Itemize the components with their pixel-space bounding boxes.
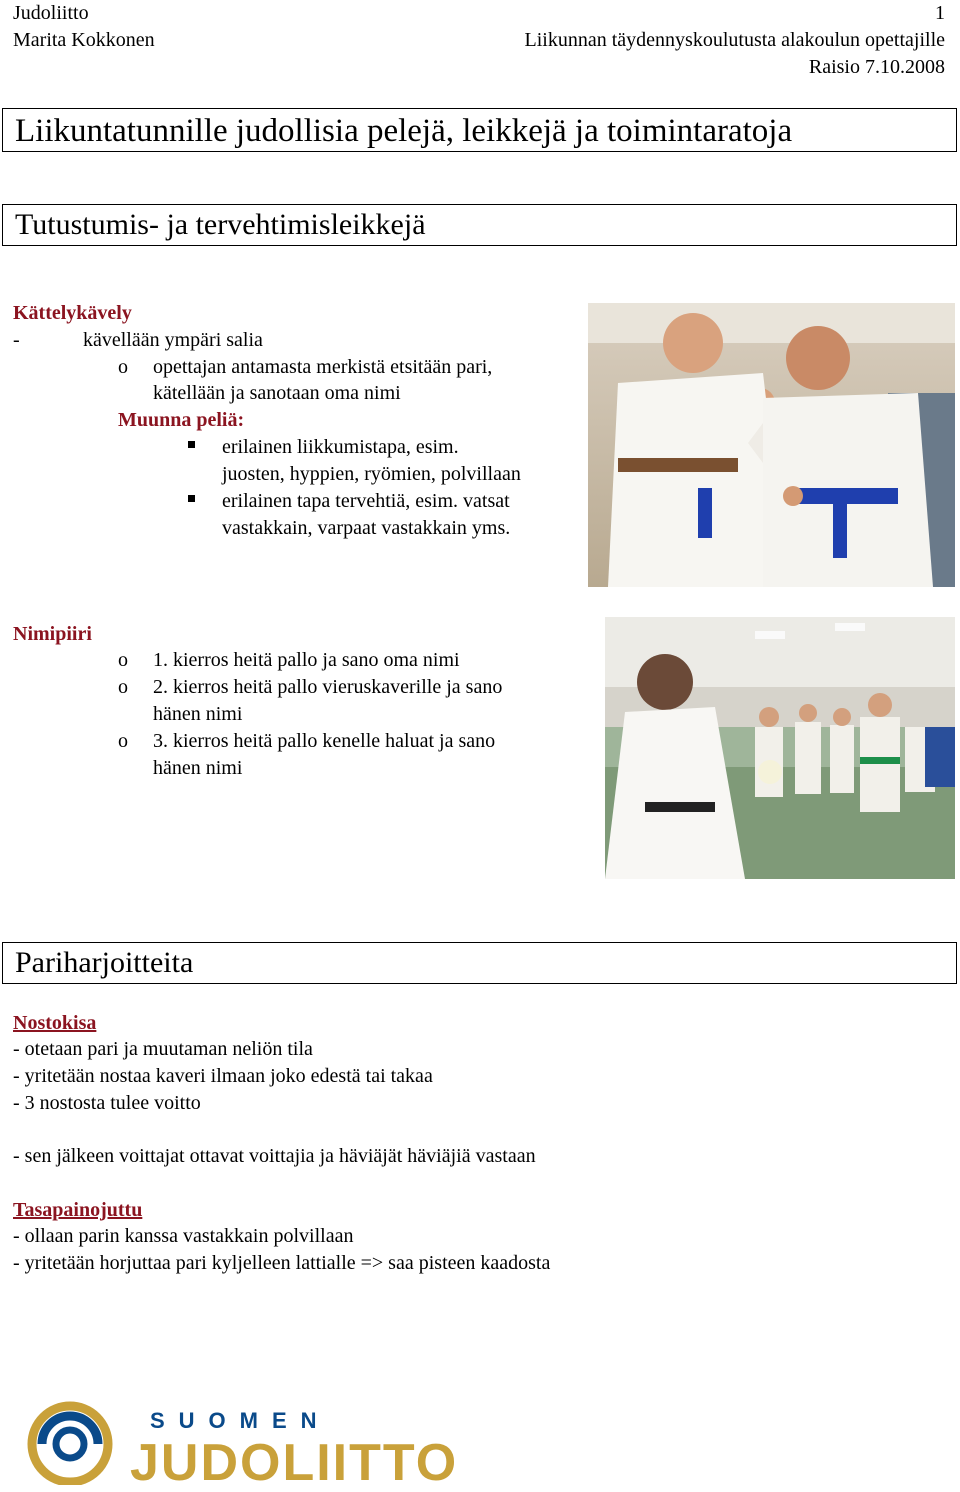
o-bullet: o: [118, 356, 128, 378]
variant2-line2: vastakkain, varpaat vastakkain yms.: [222, 517, 511, 539]
dash-marker: -: [13, 329, 20, 351]
page-number: 1: [935, 2, 945, 24]
square-bullet: [188, 495, 195, 502]
tasapainojuttu-line1: - ollaan parin kanssa vastakkain polvillaan: [13, 1225, 354, 1247]
variant1-line2: juosten, hyppien, ryömien, polvillaan: [222, 463, 521, 485]
game-title-nostokisa: Nostokisa: [13, 1012, 97, 1034]
game-title-kattelykavely: Kättelykävely: [13, 302, 132, 324]
nostokisa-line3: - 3 nostosta tulee voitto: [13, 1092, 201, 1114]
header-org: Judoliitto: [13, 2, 89, 24]
section-heading-box: [2, 942, 957, 984]
section-heading-greeting-games: Tutustumis- ja tervehtimisleikkejä: [15, 208, 426, 241]
variant-label: Muunna peliä:: [118, 409, 245, 431]
header-author: Marita Kokkonen: [13, 29, 155, 51]
nimipiiri-item1: 1. kierros heitä pallo ja sano oma nimi: [153, 649, 460, 671]
game1-o-line1: opettajan antamasta merkistä etsitään pari,: [153, 356, 493, 378]
variant2-line1: erilainen tapa tervehtiä, esim. vatsat: [222, 490, 510, 512]
header-right: [525, 0, 945, 81]
game-title-nimipiiri: Nimipiiri: [13, 623, 92, 645]
judoliitto-logo-mark: [12, 1400, 572, 1485]
photo-name-circle: [605, 617, 955, 879]
header-left: [13, 0, 155, 54]
document-title-box: [2, 108, 957, 152]
tasapainojuttu-line2: - yritetään horjuttaa pari kyljelleen lattialle => saa pisteen kaadosta: [13, 1252, 551, 1274]
section-heading-pair-exercises: Pariharjoitteita: [15, 946, 194, 979]
o-bullet: o: [118, 676, 128, 698]
header-course: Liikunnan täydennyskoulutusta alakoulun opettajille: [524, 29, 945, 51]
game1-dash-item: kävellään ympäri salia: [83, 329, 263, 351]
nimipiiri-item2-line2: hänen nimi: [153, 703, 243, 725]
logo-main-text: JUDOLIITTO: [130, 1434, 459, 1485]
game-title-tasapainojuttu: Tasapainojuttu: [13, 1199, 143, 1221]
variant1-line1: erilainen liikkumistapa, esim.: [222, 436, 459, 458]
nostokisa-line2: - yritetään nostaa kaveri ilmaan joko edestä tai takaa: [13, 1065, 433, 1087]
photo-name-circle-illustration: [605, 617, 955, 879]
judoliitto-logo: [12, 1400, 572, 1485]
photo-handshake: [588, 303, 955, 587]
header-place-date: Raisio 7.10.2008: [808, 56, 945, 78]
logo-top-text: SUOMEN: [150, 1408, 331, 1433]
section-heading-box: [2, 204, 957, 246]
photo-handshake-illustration: [588, 303, 955, 587]
nostokisa-line1: - otetaan pari ja muutaman neliön tila: [13, 1038, 313, 1060]
nimipiiri-item2-line1: 2. kierros heitä pallo vieruskaverille ja sano: [153, 676, 503, 698]
game1-o-line2: kätellään ja sanotaan oma nimi: [153, 382, 401, 404]
document-title: Liikuntatunnille judollisia pelejä, leikkejä ja toimintaratoja: [15, 113, 793, 149]
nostokisa-line4: - sen jälkeen voittajat ottavat voittajia ja häviäjät häviäjiä vastaan: [13, 1145, 536, 1167]
nimipiiri-item3-line2: hänen nimi: [153, 757, 243, 779]
o-bullet: o: [118, 649, 128, 671]
nimipiiri-item3-line1: 3. kierros heitä pallo kenelle haluat ja sano: [153, 730, 496, 752]
square-bullet: [188, 441, 195, 448]
o-bullet: o: [118, 730, 128, 752]
